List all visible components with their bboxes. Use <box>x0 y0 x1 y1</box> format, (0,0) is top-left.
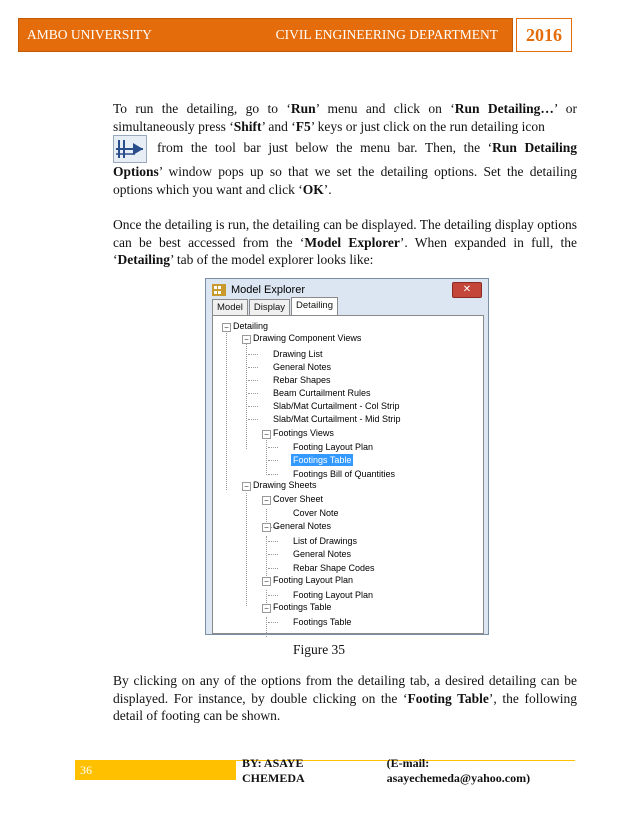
tab-model[interactable]: Model <box>212 299 248 315</box>
tree-node-slab-mid-strip[interactable]: Slab/Mat Curtailment - Mid Strip <box>273 414 401 424</box>
tree-node-footings-table-item[interactable]: Footings Table <box>293 617 352 627</box>
tree-node-rebar-shape-codes[interactable]: Rebar Shape Codes <box>293 563 375 573</box>
collapse-toggle-icon[interactable]: − <box>262 496 271 505</box>
footer-author: BY: ASAYE CHEMEDA <box>242 755 305 785</box>
tree-node-beam-curtailment[interactable]: Beam Curtailment Rules <box>273 388 371 398</box>
tree-node-footings-views[interactable]: Footings Views <box>273 428 334 438</box>
tree-node-general-notes[interactable]: General Notes <box>273 362 332 372</box>
run-detailing-icon <box>113 135 147 163</box>
window-title-bar <box>206 279 488 301</box>
tree-node-drawing-component-views[interactable]: Drawing Component Views <box>253 333 362 343</box>
model-explorer-screenshot <box>205 278 489 635</box>
collapse-toggle-icon[interactable]: − <box>222 323 231 332</box>
window-title: Model Explorer <box>231 284 305 296</box>
detailing-tree <box>213 316 483 633</box>
header-department: CIVIL ENGINEERING DEPARTMENT <box>275 27 498 42</box>
tree-node-general-notes-item[interactable]: General Notes <box>293 549 352 559</box>
tab-display[interactable]: Display <box>249 299 290 315</box>
paragraph-run-detailing: To run the detailing, go to ‘Run’ menu and click on ‘Run Detailing…’ or simultaneously press ‘Shift’ and ‘F5’ keys or just click on the run detailing icon from the tool bar just below the menu bar. Then, the ‘Run Detailing Options’ window pops up so that we set the detailing options. Set the detailing options which you want and click ‘OK’. <box>113 101 578 197</box>
tree-node-footing-layout-plan-sheet[interactable]: Footing Layout Plan <box>273 575 354 585</box>
tree-node-footings-boq[interactable]: Footings Bill of Quantities <box>293 469 396 479</box>
figure-caption: Figure 35 <box>292 642 346 657</box>
tree-node-footing-layout-plan[interactable]: Footing Layout Plan <box>293 442 374 452</box>
tab-detailing[interactable]: Detailing <box>291 297 338 317</box>
tree-node-footings-table-selected[interactable]: Footings Table <box>293 455 352 465</box>
tree-node-footings-table-sheet[interactable]: Footings Table <box>273 602 332 612</box>
page-number: 36 <box>75 760 236 780</box>
footer-email: (E-mail: asayechemeda@yahoo.com) <box>386 755 531 785</box>
close-icon[interactable]: ✕ <box>452 282 482 298</box>
collapse-toggle-icon[interactable]: − <box>242 482 251 491</box>
tree-panel <box>212 315 484 634</box>
tree-node-cover-sheet[interactable]: Cover Sheet <box>273 494 324 504</box>
header-bar <box>18 18 513 52</box>
header-university: AMBO UNIVERSITY <box>27 27 152 42</box>
tree-node-cover-note[interactable]: Cover Note <box>293 508 339 518</box>
tree-node-general-notes-sheet[interactable]: General Notes <box>273 521 332 531</box>
page-footer <box>75 755 575 785</box>
tree-node-drawing-list[interactable]: Drawing List <box>273 349 323 359</box>
page-header <box>18 18 572 52</box>
paragraph-model-explorer: Once the detailing is run, the detailing can be displayed. The detailing display options can be best accessed from the ‘Model Explorer’. When expanded in full, the ‘Detailing’ tab of the model explorer looks like: <box>113 217 577 267</box>
app-icon <box>212 284 226 296</box>
explorer-tabs <box>212 299 339 315</box>
tree-node-detailing[interactable]: Detailing <box>233 321 269 331</box>
paragraph-footing-table: By clicking on any of the options from the detailing tab, a desired detailing can be displayed. For instance, by double clicking on the ‘Footing Table’, the following detail of footing can be shown. <box>113 673 577 723</box>
tree-node-slab-col-strip[interactable]: Slab/Mat Curtailment - Col Strip <box>273 401 400 411</box>
collapse-toggle-icon[interactable]: − <box>262 577 271 586</box>
tree-node-drawing-sheets[interactable]: Drawing Sheets <box>253 480 317 490</box>
collapse-toggle-icon[interactable]: − <box>262 604 271 613</box>
footer-credit <box>236 755 575 785</box>
collapse-toggle-icon[interactable]: − <box>262 523 271 532</box>
header-year: 2016 <box>516 18 572 52</box>
tree-node-rebar-shapes[interactable]: Rebar Shapes <box>273 375 331 385</box>
tree-node-footing-layout-plan-item[interactable]: Footing Layout Plan <box>293 590 374 600</box>
collapse-toggle-icon[interactable]: − <box>242 335 251 344</box>
tree-node-list-of-drawings[interactable]: List of Drawings <box>293 536 358 546</box>
collapse-toggle-icon[interactable]: − <box>262 430 271 439</box>
